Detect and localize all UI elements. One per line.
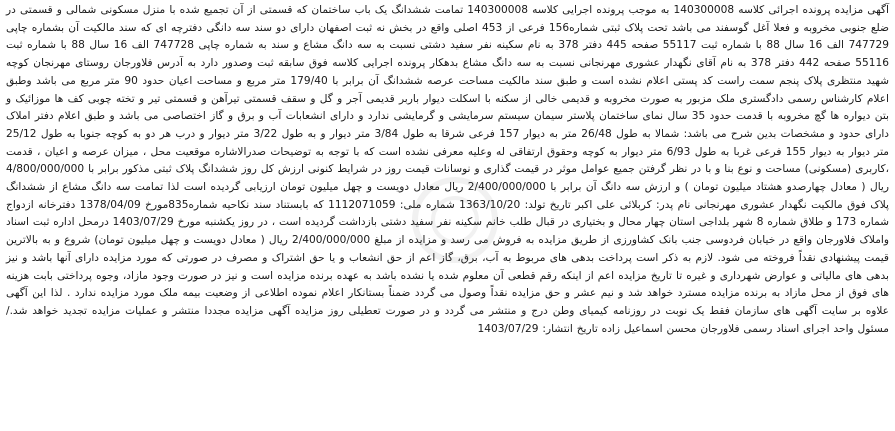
notice-body-text: آگهی مزایده پرونده اجرائی کلاسه 140300008 به موجب پرونده اجرایی کلاسه 140300008 تمامت ششدانگ یک باب ساختمان که قسمتی از آن تجمیع شده با منزل مسکونی شمالی و قسمتی در ضلع جنوبی مخروبه و فعلا آغل گوسفند می باشد تحت پلاک ثبتی شماره156 فرعی از 453 اصلی واقع در بخش نه ثبت اصفهان دارای دو سند سه دانگی دفترچه ای که سند مالکیت آن بشماره چاپی 747729 الف 16 سال 88 با شماره ثبت 55117 صفحه 445 دفتر 378 به نام سکینه نفر سفید دشتی نسبت به سه دانگ مشاع و سند به شماره چاپی 747728 الف 16 سال 88 با شماره ثبت 55116 صفحه 442 دفتر 378 به نام آقای نگهدار عشوری مهرنجانی نسبت به سه دانگ مشاع بدهکار پرونده اجرایی کلاسه فوق سابقه ثبت وصدور دارد به آدرس فلاورجان روستای مهرنجان کوچه شهید منتظری پلاک پنجم سمت راست کد پستی اعلام نشده است و طبق سند مالکیت مساحت عرصه ششدانگ آن برابر با 179/40 متر مربع و مساحت اعیان حدود 90 متر مربع می باشد وطبق اعلام کارشناس رسمی دادگستری ملک مزبور به صورت مخروبه و قدیمی خالی از سکنه با اسکلت دیوار باربر قدیمی آجر و گل و سقف قسمتی تیرآهن و قسمتی تیر و تخته چوبی کف ها موزائیک و بتن دیواره ها گچ مخروبه با قدمت حدود 35 سال نمای ساختمان پلاستر سیمان سیستم سرمایشی و گرمایشی ندارد و دارای انشعابات آب و برق و گاز اختصاصی می باشد و طبق اعلام دفتر املاک دارای حدود و مشخصات بدین شرح می باشد: شمالا به طول 26/48 متر به دیوار 157 فرعی شرقا به طول 3/84 متر دیوار و به طول 3/22 متر دیوار و درب هر دو به کوچه جنوبا به طول 25/12 متر دیوار به دیوار 155 فرعی غربا به طول 6/93 متر دیوار به کوچه وحقوق ارتفاقی له وعلیه معرفی نشده است که با توجه به توضیحات صدرالاشاره موقعیت محل ، میزان عرصه و اعیان ، قدمت ،کاربری (مسکونی) مساحت و نوع بنا و با در نظر گرفتن جمیع عوامل موثر در قیمت گذاری و نوسانات قیمت روز در شرایط کنونی ارزش کل روز ششدانگ پلاک ثبتی مذکور برابر با 4/800/000/000 ریال ( معادل چهارصدو هشتاد میلیون تومان ) و ارزش سه دانگ آن برابر با 2/400/000/000 ریال معادل دویست و چهل میلیون تومان ارزیابی گردیده است لذا تمامت سه دانگ مشاع از ششدانگ پلاک فوق مالکیت نگهدار عشوری مهرنجانی نام پدر: کربلائی علی اکبر تاریخ تولد: 1363/10/20 شماره ملی: 1112071059 که بابستناد سند نکاحیه شماره835مورخ 1378/04/09 دفترخانه ازدواج شماره 173 و طلاق شماره 8 شهر بلداجی استان چهار محال و بختیاری در قبال طلب خانم سکینه نفر سفید دشتی بازداشت گردیده است ، در روز یکشنبه مورخ 1403/07/29 درمحل اداره ثبت اسناد واملاک فلاورجان واقع در خیابان فردوسی جنب بانک کشاورزی از طریق مزایده به فروش می رسد و مزایده از مبلغ 2/400/000/000 ریال ( معادل دویست و چهل میلیون تومان) شروع و به بالاترین قیمت پیشنهادی نقداً فروخته می شود. لازم به ذکر است پرداخت بدهی های مربوط به آب، برق، گاز اعم از حق انشعاب و یا حق اشتراک و مصرف در صورتی که مورد مزایده دارای آنها باشد و نیز بدهی های مالیاتی و عوارض شهرداری و غیره تا تاریخ مزایده اعم از اینکه رقم قطعی آن معلوم شده یا نشده باشد به عهده برنده مزایده است و نیز در صورت وجود مازاد، وجوه پرداختی بابت هزینه های فوق از محل مازاد به برنده مزایده مسترد خواهد شد و نیم عشر و حق مزایده نقداً وصول می گردد ضمناً بستانکار اعلام نموده اطلاعی از وضعیت بیمه ملک مورد مزایده ندارد . لذا این آگهی علاوه بر سایت آگهی های سازمان فقط یک نوبت در روزنامه کیمیای وطن درج و منتشر می گردد و در صورت تعطیلی روز مزایده آگهی مزایده مجددا منتشر و عملیات مزایده تجدید خواهد شد./ مسئول واحد اجرای اسناد رسمی فلاورجان محسن اسماعیل زاده تاریخ انتشار: 1403/07/29 xyxy=(6,4,890,335)
auction-notice xyxy=(4,2,891,429)
